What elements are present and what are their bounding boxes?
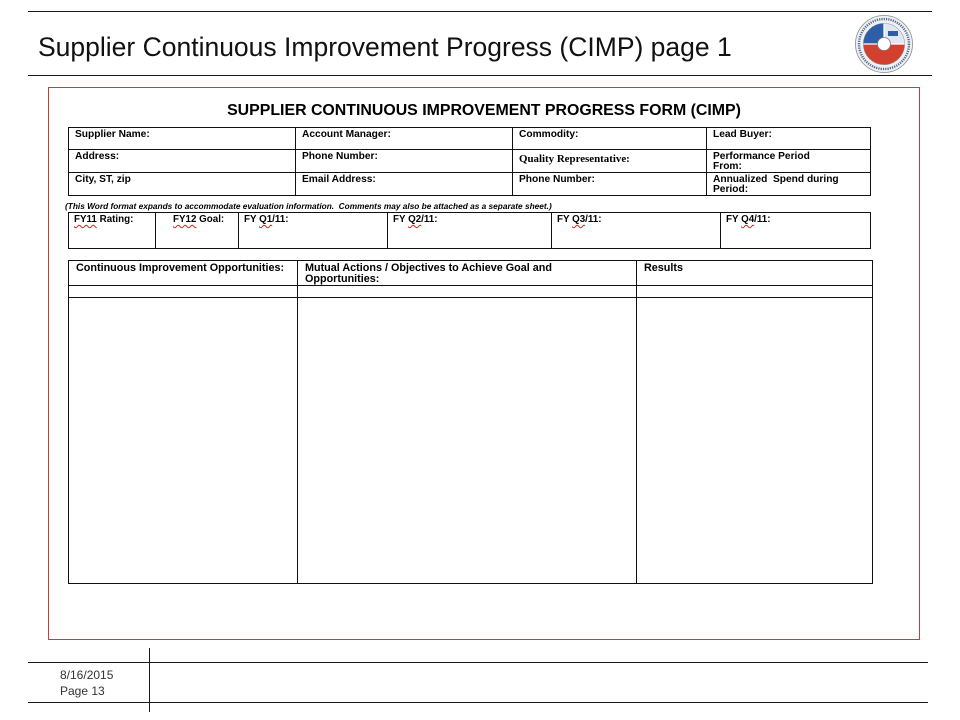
commodity-label: Commodity: (513, 128, 707, 150)
quality-representative-label: Quality Representative: (513, 150, 707, 173)
supplier-name-label: Supplier Name: (69, 128, 296, 150)
fy11-rating-cell (69, 213, 156, 249)
address-label: Address: (69, 150, 296, 173)
circular-seal-logo-icon (854, 14, 914, 74)
opportunities-entry-area (69, 298, 298, 584)
opportunities-spacer-cell (69, 286, 298, 298)
spellcheck-flagged-word: Q2 (408, 214, 422, 225)
improvement-table (68, 260, 873, 584)
top-rule (28, 11, 932, 12)
spellcheck-flagged-word: FY12 (173, 214, 197, 225)
rating-label-prefix: FY (393, 214, 409, 225)
footer-date: 8/16/2015 (60, 668, 114, 682)
footer-page-number: Page 13 (60, 684, 105, 698)
spellcheck-flagged-word: Q3 (572, 214, 586, 225)
spellcheck-flagged-word: FY11 (74, 214, 97, 225)
lead-buyer-label: Lead Buyer: (707, 128, 871, 150)
title-rule (28, 75, 932, 76)
info-row (69, 128, 871, 150)
fy-q4-cell (721, 213, 871, 249)
footer-bottom-rule (28, 702, 928, 703)
supplier-info-table (68, 127, 871, 196)
fy-q3-cell (552, 213, 721, 249)
info-row (69, 173, 871, 196)
rating-label-suffix: /11: (754, 214, 771, 225)
rating-label-prefix: FY (557, 214, 573, 225)
rating-label-prefix: FY (244, 214, 260, 225)
fy12-goal-cell (156, 213, 239, 249)
representative-phone-label: Phone Number: (513, 173, 707, 196)
phone-number-label: Phone Number: (296, 150, 513, 173)
fy-q2-cell (388, 213, 552, 249)
footer-top-rule (28, 662, 928, 663)
city-state-zip-label: City, ST, zip (69, 173, 296, 196)
improvement-body-row (69, 298, 873, 584)
mutual-actions-entry-area (298, 298, 637, 584)
rating-label-suffix: /11: (272, 214, 289, 225)
slide-title: Supplier Continuous Improvement Progress (CIMP) page 1 (38, 32, 732, 62)
rating-label-prefix: FY (726, 214, 742, 225)
mutual-actions-header: Mutual Actions / Objectives to Achieve Goal and Opportunities: (298, 261, 637, 286)
rating-label-suffix: /11: (585, 214, 602, 225)
organization-logo (854, 14, 914, 74)
spellcheck-flagged-word: Q4 (741, 214, 755, 225)
mutual-actions-spacer-cell (298, 286, 637, 298)
results-entry-area (637, 298, 873, 584)
form-title: SUPPLIER CONTINUOUS IMPROVEMENT PROGRESS FORM (CIMP) (227, 102, 741, 119)
rating-label-suffix: Goal: (196, 214, 225, 225)
annualized-spend-label: Annualized Spend during Period: (707, 173, 871, 196)
improvement-opportunities-header: Continuous Improvement Opportunities: (69, 261, 298, 286)
rating-table (68, 212, 871, 249)
improvement-header-row (69, 261, 873, 286)
improvement-spacer-row (69, 286, 873, 298)
performance-period-label: Performance Period From: (707, 150, 871, 173)
rating-row (69, 213, 871, 249)
form-note: (This Word format expands to accommodate evaluation information. Comments may also be attached as a separate sheet.) (65, 201, 552, 211)
results-header: Results (637, 261, 873, 286)
info-row (69, 150, 871, 173)
fy-q1-cell (239, 213, 388, 249)
form-image-frame (48, 87, 920, 640)
rating-label-suffix: /11: (421, 214, 438, 225)
spellcheck-flagged-word: Q1 (259, 214, 273, 225)
results-spacer-cell (637, 286, 873, 298)
account-manager-label: Account Manager: (296, 128, 513, 150)
email-address-label: Email Address: (296, 173, 513, 196)
rating-label-suffix: Rating: (96, 214, 134, 225)
